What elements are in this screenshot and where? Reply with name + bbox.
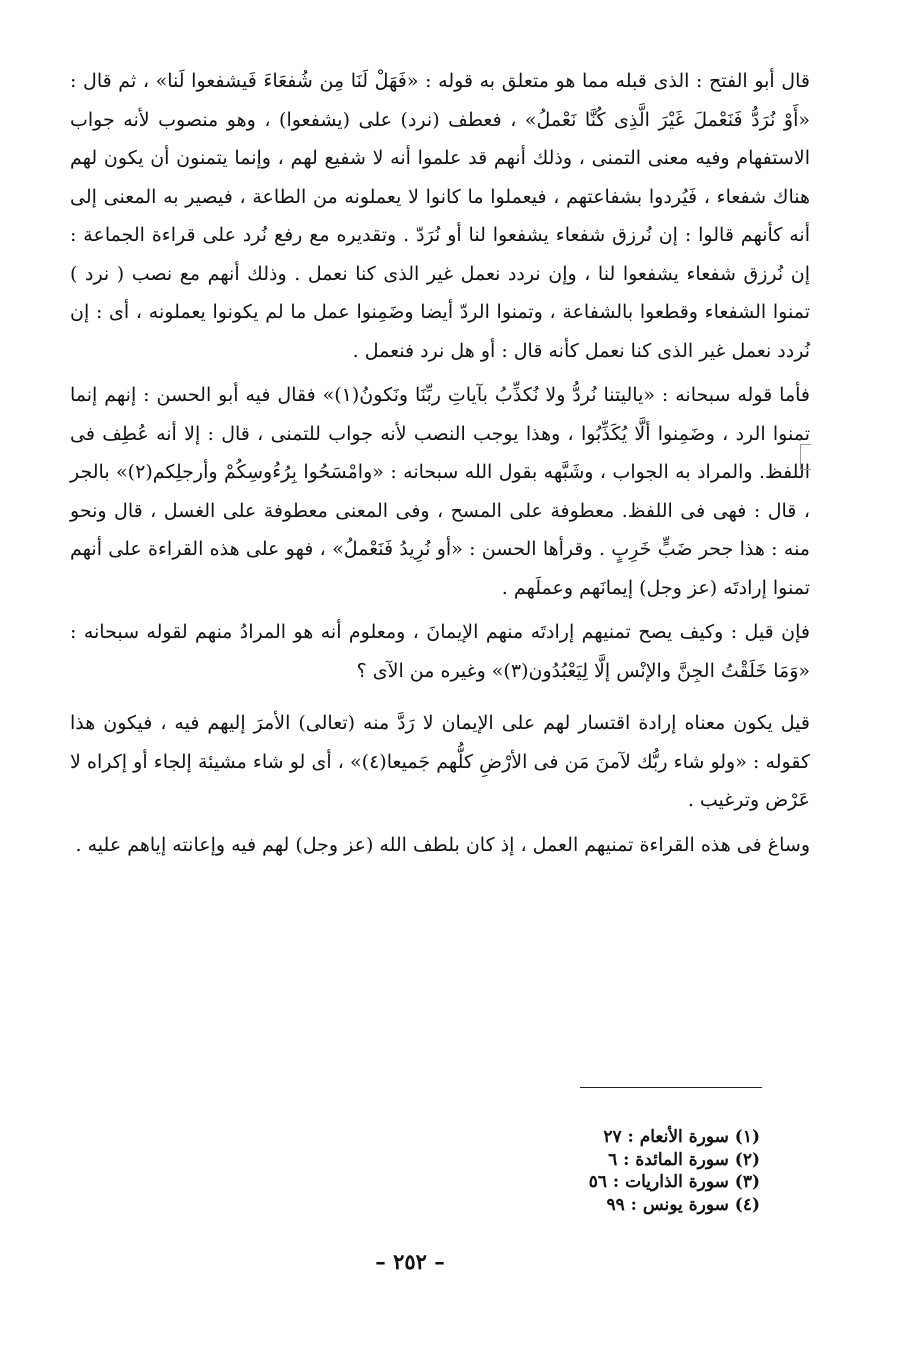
footnotes [460, 1126, 760, 1216]
paragraph-1: قال أبو الفتح : الذى قبله مما هو متعلق به قوله : «فَهَلْ لَنَا مِن شُفعَاءَ فَيشفعوا لَنا» ، ثم قال : «أَوْ نُرَدُّ فَنَعْملَ غَيْرَ الَّذِى كُنَّا نَعْملُ» ، فعطف (نرد) على (يشفعوا) ، وهو منصوب لأنه جواب الاستفهام وفيه معنى التمنى ، وذلك أنهم قد علموا أنه لا شفيع لهم ، وإنما يتمنون أن يكون لهم هناك شفعاء ، فَيُردوا بشفاعتهم ، فيعملوا ما كانوا لا يعملونه من الطاعة ، فيصير به المعنى إلى أنه كأنهم قالوا : إن نُرزق شفعاء يشفعوا لنا أو نُرَدّ . وتقديره مع رفع نُرد على قراءة الجماعة : إن نُرزق شفعاء يشفعوا لنا ، وإن نردد نعمل غير الذى كنا نعمل . وذلك أنهم مع نصب ( نرد ) تمنوا الشفعاء وقطعوا بالشفاعة ، وتمنوا الردّ أيضا وضَمِنوا عمل ما لم يكونوا يعملونه ، أى : إن نُردد نعمل غير الذى كنا نعمل كأنه قال : أو هل نرد فنعمل . [70, 70, 810, 362]
main-text [70, 62, 810, 864]
paragraph-2: فأما قوله سبحانه : «ياليتنا نُردُّ ولا نُكذِّبُ بآياتِ ربِّنَا ونَكونُ(١)» فقال فيه أبو الحسن : إنهم إنما تمنوا الرد ، وضَمِنوا ألَّا يُكَذِّبُوا ، وهذا يوجب النصب لأنه جواب للتمنى ، قال : إلا أنه عُطِف فى اللفظ. والمراد به الجواب ، وشَبَّهه بقول الله سبحانه : «وامْسَحُوا بِرُءُوسِكُمْ وأرجلِكم(٢)» بالجر ، قال : فهى فى اللفظ. معطوفة على المسح ، وفى المعنى معطوفة على الغسل ، قال ونحو منه : هذا جحر ضَبٍّ خَرِبٍ . وقرأها الحسن : «أو نُرِيدُ فَنَعْملُ» ، فهو على هذه القراءة على أنهم تمنوا إرادتَه (عز وجل) إيمانَهم وعملَهم . [70, 384, 810, 599]
margin-bracket-mark [800, 444, 811, 470]
footnote-3: (٣) سورة الذاريات : ٥٦ [588, 1172, 760, 1192]
page-number: – ٢٥٢ – [375, 1249, 445, 1274]
footnote-separator [580, 1087, 762, 1088]
footnote-4: (٤) سورة يونس : ٩٩ [606, 1194, 760, 1215]
footnote-1: (١) سورة الأنعام : ٢٧ [603, 1127, 760, 1147]
paragraph-5: وساغ فى هذه القراءة تمنيهم العمل ، إذ كان بلطف الله (عز وجل) لهم فيه وإعانته إياهم عليه . [75, 833, 810, 856]
paragraph-3: فإن قيل : وكيف يصح تمنيهم إرادتَه منهم الإيمانَ ، ومعلوم أنه هو المرادُ منهم لقوله سبحانه : «وَمَا خَلَقْتُ الجِنَّ والإنْس إلَّا لِيَعْبُدُون(٣)» وغيره من الآى ؟ [70, 621, 810, 682]
paragraph-4: قيل يكون معناه إرادة اقتسار لهم على الإيمان لا رَدَّ منه (تعالى) الأمرَ إليهم فيه ، فيكون هذا كقوله : «ولو شاء ربُّك لآمنَ مَن فى الأرْضِ كلُّهم جَميعا(٤)» ، أى لو شاء مشيئة إلجاء أو إكراه لا عَرْض وترغيب . [70, 712, 810, 811]
footnote-2: (٢) سورة المائدة : ٦ [608, 1149, 760, 1170]
